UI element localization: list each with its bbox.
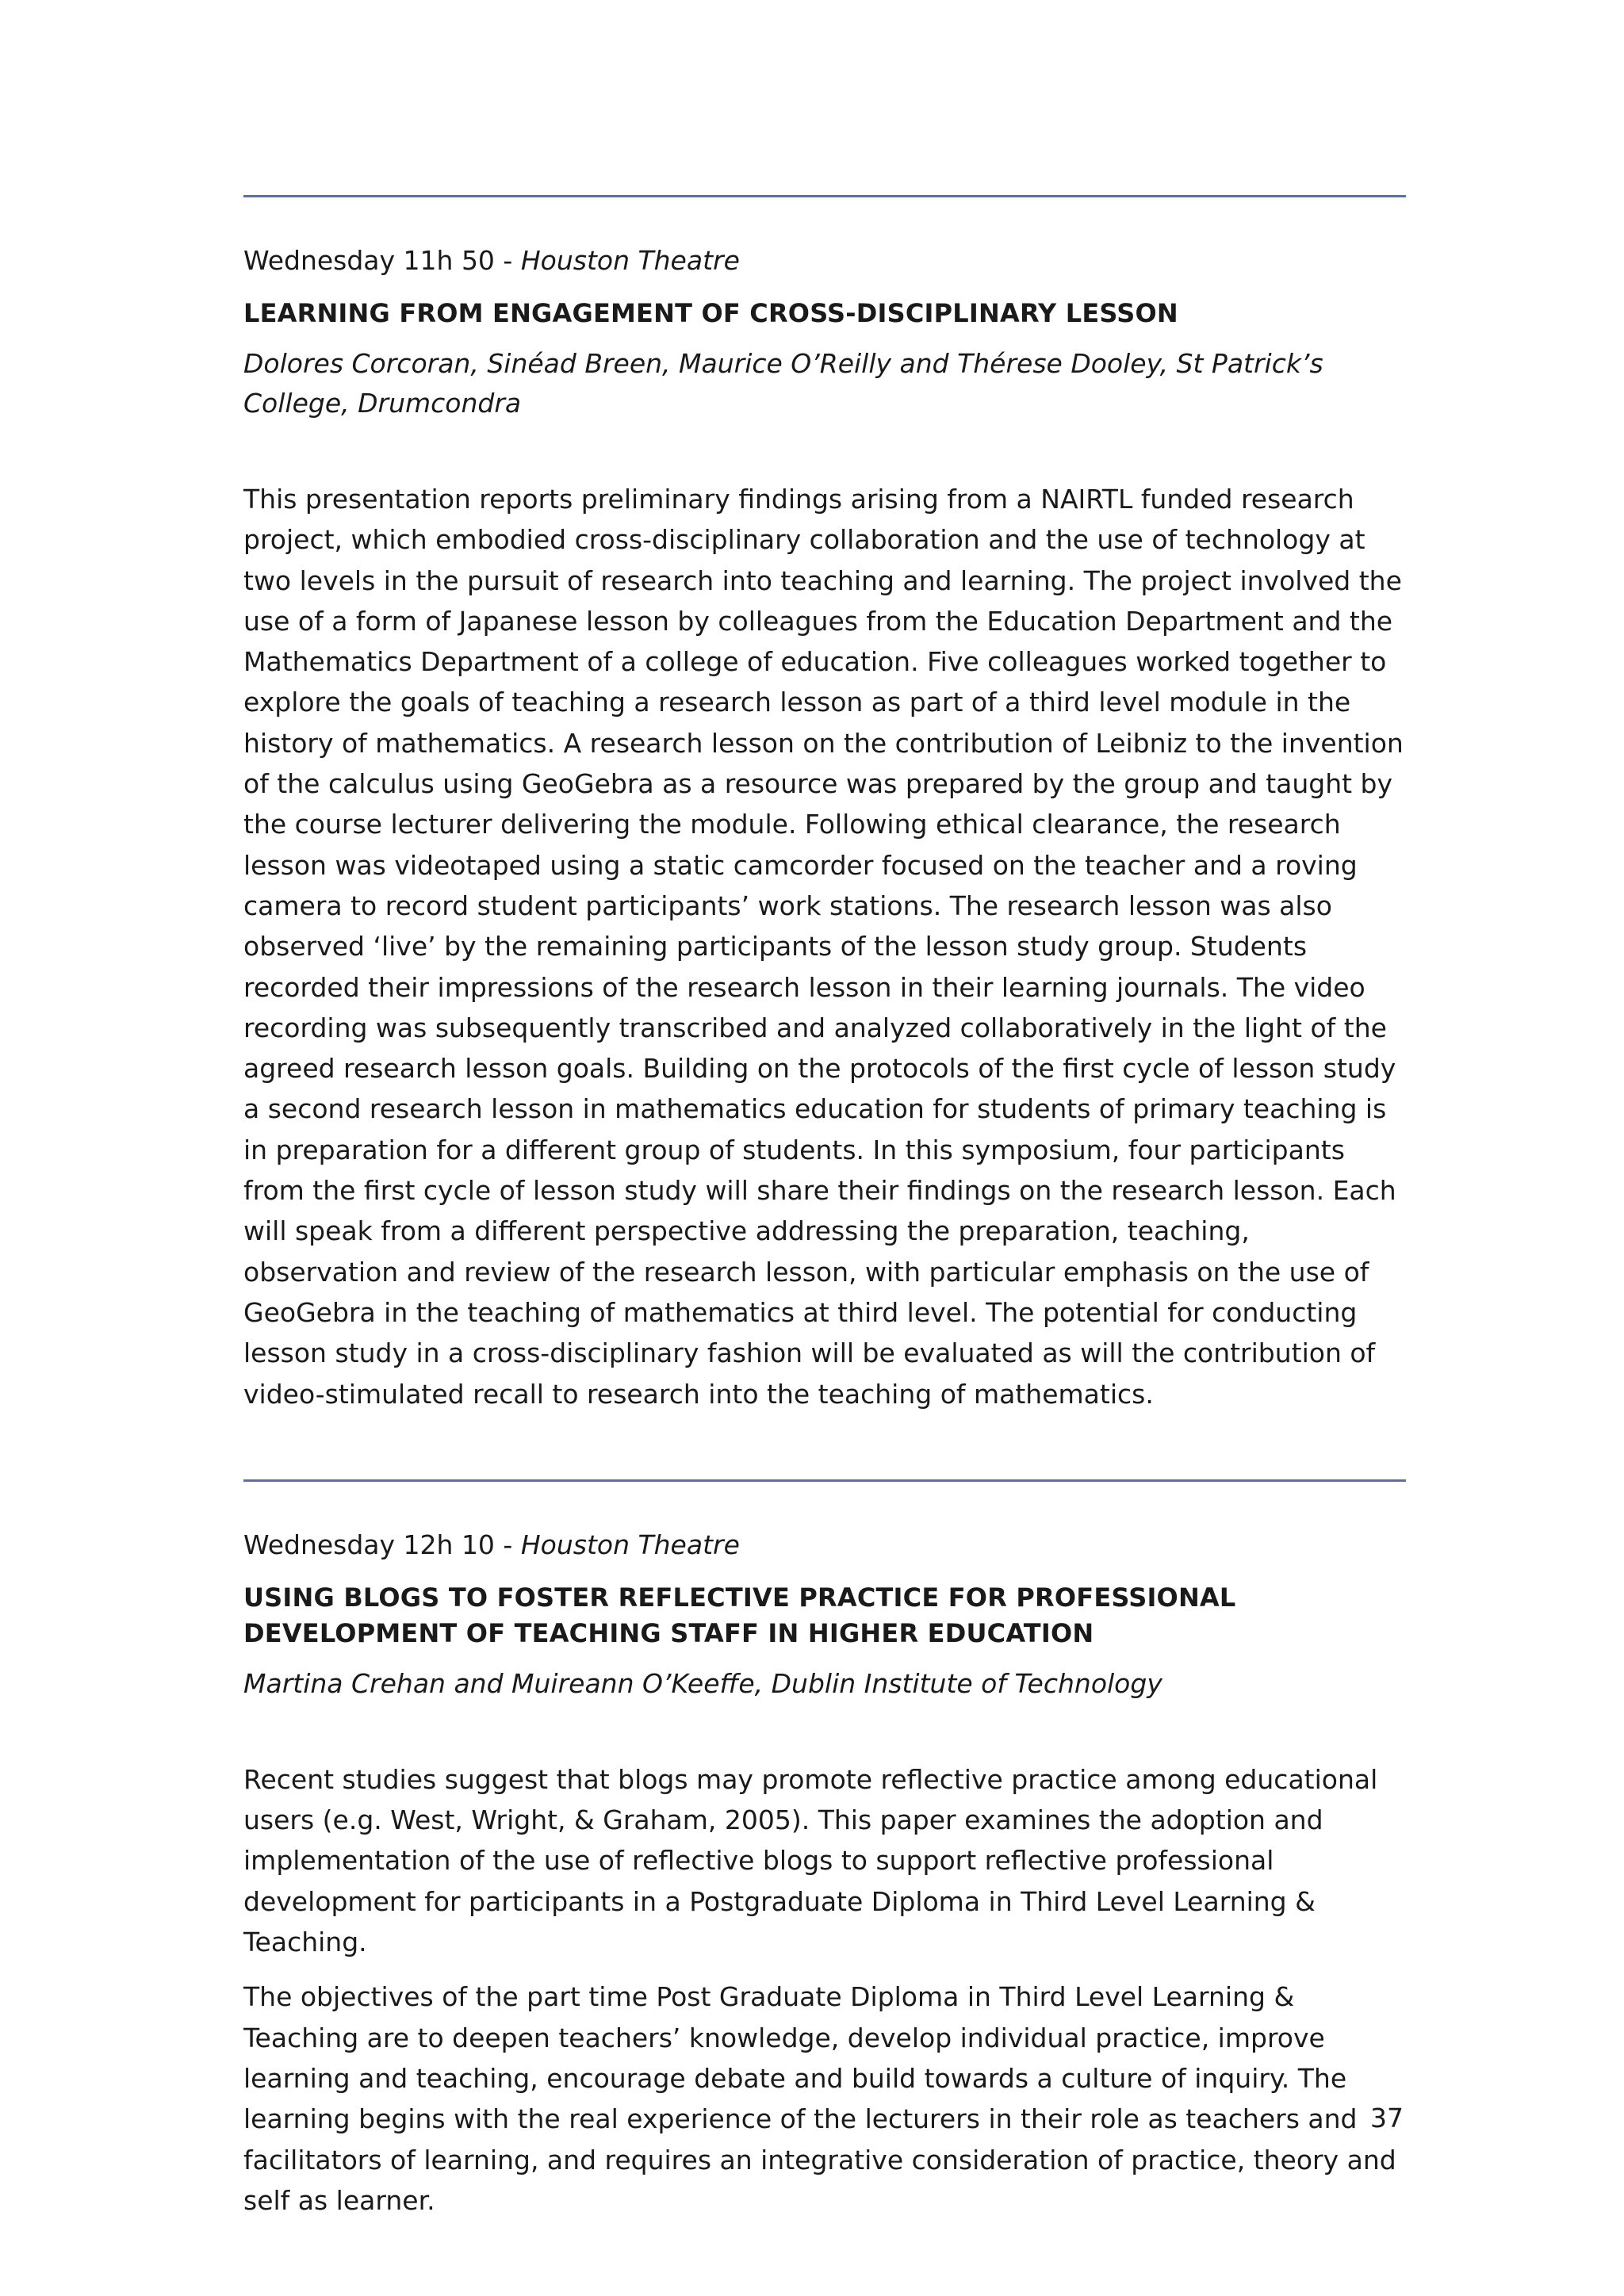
abstract-title: LEARNING FROM ENGAGEMENT OF CROSS-DISCIPLINARY LESSON — [243, 298, 1178, 328]
session-day-time: Wednesday 11h 50 - — [243, 245, 521, 276]
session-day-time: Wednesday 12h 10 - — [243, 1529, 521, 1560]
section-divider — [243, 1479, 1406, 1482]
section-divider — [243, 195, 1406, 197]
session-time-venue — [243, 242, 1406, 280]
abstract-authors: Martina Crehan and Muireann O’Keeffe, Dublin Institute of Technology — [243, 1667, 1162, 1699]
abstract-paragraph: This presentation reports preliminary findings arising from a NAIRTL funded research project, which embodied cross-disciplinary collaboration and the use of technology at two levels in the pursuit of research into teaching and learning. The project involved the use of a form of Japanese lesson by colleagues from the Education Department and the Mathematics Department of a college of education. Five colleagues worked together to explore the goals of teaching a research lesson as part of a third level module in the history of mathematics. A research lesson on the contribution of Leibniz to the invention of the calculus using GeoGebra as a resource was prepared by the group and taught by the course lecturer delivering the module. Following ethical clearance, the research lesson was videotaped using a static camcorder focused on the teacher and a roving camera to record student participants’ work stations. The research lesson was also observed ‘live’ by the remaining participants of the lesson study group. Students recorded their impressions of the research lesson in their learning journals. The video recording was subsequently transcribed and analyzed collaboratively in the light of the agreed research lesson goals. Building on the protocols of the first cycle of lesson study a second research lesson in mathematics education for students of primary teaching is in preparation for a different group of students. In this symposium, four participants from the first cycle of lesson study will share their findings on the research lesson. Each will speak from a different perspective addressing the preparation, teaching, observation and review of the research lesson, with particular emphasis on the use of GeoGebra in the teaching of mathematics at third level. The potential for conducting lesson study in a cross-disciplinary fashion will be evaluated as will the contribution of video-stimulated recall to research into the teaching of mathematics. — [243, 484, 1404, 1410]
session-time-venue — [243, 1526, 1406, 1564]
session-venue: Houston Theatre — [520, 245, 740, 276]
session-venue: Houston Theatre — [520, 1529, 740, 1560]
abstract-paragraph: Recent studies suggest that blogs may promote reflective practice among educational users (e.g. West, Wright, & Graham, 2005). This paper examines the adoption and implementation of the use of reflective blogs to support reflective professional development for participants in a Postgraduate Diploma in Third Level Learning & Teaching. — [243, 1763, 1378, 1958]
abstract-paragraph: The objectives of the part time Post Graduate Diploma in Third Level Learning & Teaching are to deepen teachers’ knowledge, develop individual practice, improve learning and teaching, encourage debate and build towards a culture of inquiry. The learning begins with the real experience of the lecturers in their role as teachers and facilitators of learning, and requires an integrative consideration of practice, theory and self as learner. — [243, 1981, 1396, 2216]
abstract-authors: Dolores Corcoran, Sinéad Breen, Maurice O’Reilly and Thérese Dooley, St Patrick’s College, Drumcondra — [243, 348, 1323, 419]
page-content — [243, 195, 1406, 2221]
page-number: 37 — [1370, 2103, 1404, 2133]
abstract-title: USING BLOGS TO FOSTER REFLECTIVE PRACTICE FOR PROFESSIONAL DEVELOPMENT OF TEACHING STAFF IN HIGHER EDUCATION — [243, 1582, 1236, 1648]
